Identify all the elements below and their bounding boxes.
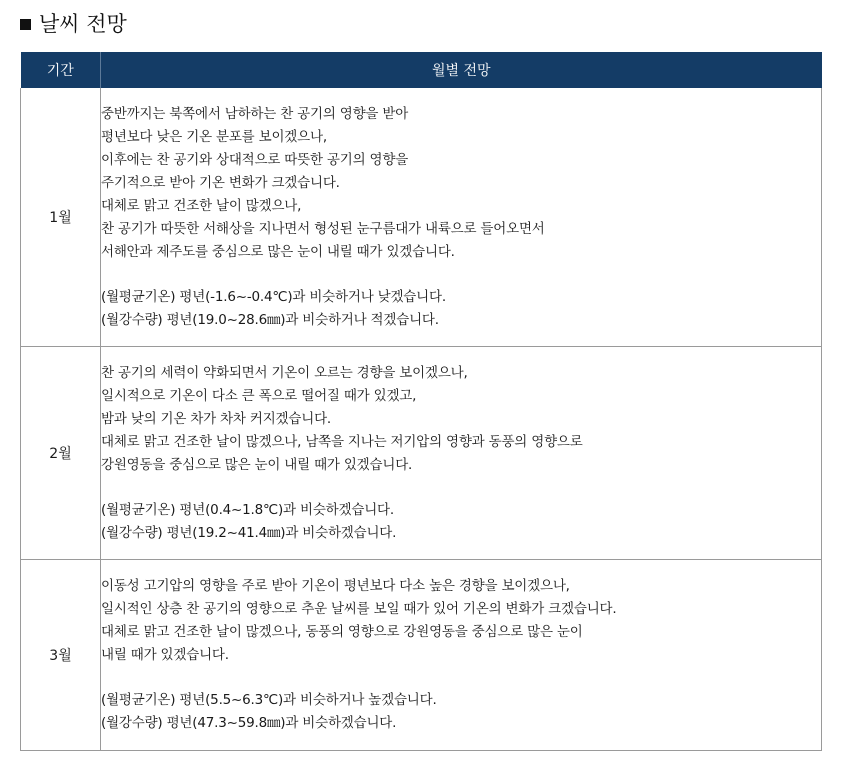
- forecast-line: 대체로 맑고 건조한 날이 많겠으나,: [101, 197, 302, 214]
- forecast-line: 평년보다 낮은 기온 분포를 보이겠으나,: [101, 128, 327, 145]
- paragraph-gap: [101, 264, 821, 286]
- forecast-line: 중반까지는 북쪽에서 남하하는 찬 공기의 영향을 받아: [101, 105, 409, 122]
- forecast-cell: [101, 560, 822, 751]
- section-title: [20, 8, 127, 38]
- table-row: [21, 88, 822, 347]
- forecast-cell: [101, 88, 822, 347]
- table-header-row: [21, 52, 822, 88]
- forecast-line: 서해안과 제주도를 중심으로 많은 눈이 내릴 때가 있겠습니다.: [101, 243, 455, 260]
- period-cell: 2월: [21, 347, 101, 560]
- square-bullet-icon: [20, 19, 31, 30]
- forecast-line: 이동성 고기압의 영향을 주로 받아 기온이 평년보다 다소 높은 경향을 보이겠으나,: [101, 578, 570, 594]
- paragraph-gap: [101, 477, 821, 499]
- precipitation-stat: (월강수량) 평년(47.3~59.8㎜)과 비슷하겠습니다.: [101, 715, 397, 731]
- temperature-stat: (월평균기온) 평년(5.5~6.3℃)과 비슷하거나 높겠습니다.: [101, 692, 437, 708]
- forecast-cell: [101, 347, 822, 560]
- forecast-line: 강원영동을 중심으로 많은 눈이 내릴 때가 있겠습니다.: [101, 456, 413, 473]
- forecast-column-header: 월별 전망: [101, 52, 822, 88]
- period-cell: 3월: [21, 560, 101, 751]
- section-title-text: 날씨 전망: [39, 12, 127, 36]
- forecast-line: 대체로 맑고 건조한 날이 많겠으나, 남쪽을 지나는 저기압의 영향과 동풍의 영향으로: [101, 433, 583, 450]
- precipitation-stat: (월강수량) 평년(19.2~41.4㎜)과 비슷하겠습니다.: [101, 524, 397, 541]
- forecast-line: 대체로 맑고 건조한 날이 많겠으나, 동풍의 영향으로 강원영동을 중심으로 많은 눈이: [101, 624, 583, 640]
- forecast-line: 주기적으로 받아 기온 변화가 크겠습니다.: [101, 174, 340, 191]
- precipitation-stat: (월강수량) 평년(19.0~28.6㎜)과 비슷하거나 적겠습니다.: [101, 311, 439, 328]
- forecast-line: 내릴 때가 있겠습니다.: [101, 647, 229, 663]
- forecast-line: 찬 공기의 세력이 약화되면서 기온이 오르는 경향을 보이겠으나,: [101, 364, 468, 381]
- forecast-line: 일시적으로 기온이 다소 큰 폭으로 떨어질 때가 있겠고,: [101, 387, 417, 404]
- forecast-line: 이후에는 찬 공기와 상대적으로 따뜻한 공기의 영향을: [101, 151, 409, 168]
- forecast-line: 일시적인 상층 찬 공기의 영향으로 추운 날씨를 보일 때가 있어 기온의 변화가 크겠습니다.: [101, 601, 617, 617]
- paragraph-gap: [101, 667, 821, 689]
- forecast-table: [20, 52, 822, 751]
- table-row: [21, 347, 822, 560]
- table-row: [21, 560, 822, 751]
- period-cell: 1월: [21, 88, 101, 347]
- period-column-header: 기간: [21, 52, 101, 88]
- temperature-stat: (월평균기온) 평년(-1.6~-0.4℃)과 비슷하거나 낮겠습니다.: [101, 288, 446, 305]
- temperature-stat: (월평균기온) 평년(0.4~1.8℃)과 비슷하겠습니다.: [101, 501, 394, 518]
- forecast-line: 찬 공기가 따뜻한 서해상을 지나면서 형성된 눈구름대가 내륙으로 들어오면서: [101, 220, 545, 237]
- forecast-line: 밤과 낮의 기온 차가 차차 커지겠습니다.: [101, 410, 332, 427]
